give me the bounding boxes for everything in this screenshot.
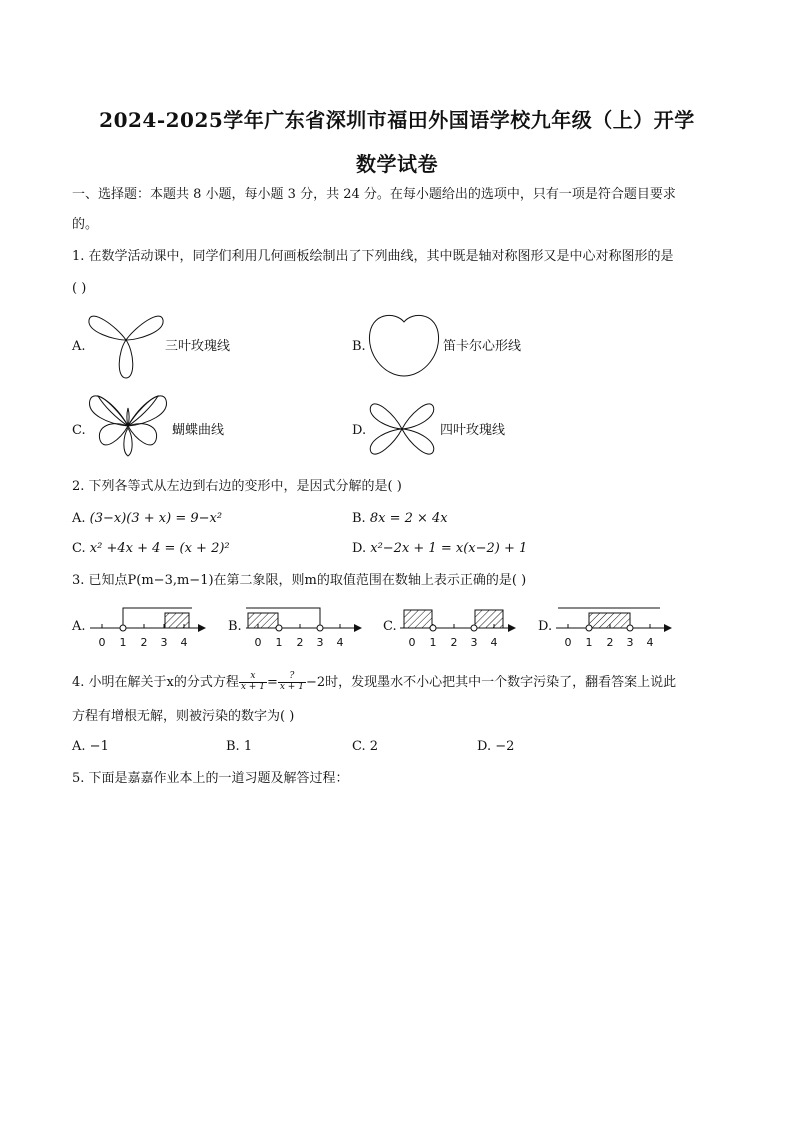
q4-option-c-letter: C. [352,739,366,754]
q2-option-a [72,512,222,525]
q3-option-c-letter: C. [383,619,397,634]
fraction-numerator: ? [278,672,306,683]
q1-option-a-letter: A. [72,339,86,354]
tick-label: 2 [450,636,458,649]
q2-option-c-letter: C. [72,541,86,556]
q4-option-c-value: 2 [369,739,379,754]
q3-option-b-letter: B. [228,619,242,634]
tick-label: 4 [490,636,498,649]
three-leaf-rose-icon [86,306,166,380]
tick-label: 3 [626,636,634,649]
q3-number-line-c [396,604,518,650]
q4-option-a-value: −1 [89,739,109,754]
q5-stem: 5. 下面是嘉嘉作业本上的一道习题及解答过程： [72,771,349,786]
q2-option-b-expr: 8x = 2 × 4x [369,511,448,526]
cardioid-icon [366,310,442,380]
equals-sign: = [266,675,278,690]
q2-option-d [352,542,527,555]
q4-option-c [352,740,378,753]
fraction-numerator: x [239,672,267,683]
exam-title-line2: 数学试卷 [356,152,438,176]
q4-stem-pre: 4. 小明在解关于x的分式方程 [72,675,239,690]
q2-option-c-expr: x² +4x + 4 = (x + 2)² [89,541,230,556]
tick-label: 0 [254,636,262,649]
q4-fraction-right [278,672,306,693]
tick-label: 1 [585,636,593,649]
q3-number-line-b [242,604,364,650]
fraction-denominator: x + 1 [279,682,304,692]
q3-number-line-a [86,604,208,650]
q3-stem: 3. 已知点P(m−3,m−1)在第二象限，则m的取值范围在数轴上表示正确的是( ) [72,573,527,588]
section-heading [72,188,676,201]
q3-option-d-letter: D. [538,619,553,634]
q3-option-a-letter: A. [72,619,86,634]
q4-stem-line2: 方程有增根无解，则被污染的数字为( ) [72,709,295,724]
q4-option-b [226,740,252,753]
q1-option-b-letter: B. [352,339,366,354]
q2-option-a-letter: A. [72,511,86,526]
four-leaf-rose-icon [366,394,438,464]
q1-option-c-caption: 蝴蝶曲线 [172,423,225,438]
tick-label: 4 [180,636,188,649]
tick-label: 0 [98,636,106,649]
q4-stem-post: −2时，发现墨水不小心把其中一个数字污染了，翻看答案上说此 [305,675,677,690]
tick-label: 3 [160,636,168,649]
tick-label: 3 [316,636,324,649]
q1-stem-paren: ( ) [72,281,87,296]
q4-option-d-value: −2 [495,739,515,754]
q2-option-d-letter: D. [352,541,367,556]
q2-option-c [72,542,230,555]
tick-label: 1 [275,636,283,649]
tick-label: 0 [408,636,416,649]
fraction-denominator: x + 1 [240,682,265,692]
tick-label: 2 [606,636,614,649]
tick-label: 2 [140,636,148,649]
q2-stem: 2. 下列各等式从左边到右边的变形中，是因式分解的是( ) [72,479,402,494]
q1-stem: 1. 在数学活动课中，同学们利用几何画板绘制出了下列曲线，其中既是轴对称图形又是中心对称图形的是 [72,249,674,264]
tick-label: 4 [336,636,344,649]
q1-option-a-caption: 三叶玫瑰线 [165,339,231,354]
q4-option-a [72,740,109,753]
q3-number-line-d [552,604,674,650]
q1-option-b-caption: 笛卡尔心形线 [443,339,522,354]
q4-fraction-left [239,672,267,693]
tick-label: 0 [564,636,572,649]
q1-option-d-letter: D. [352,423,367,438]
q4-option-d-letter: D. [477,739,492,754]
tick-label: 4 [646,636,654,649]
q1-option-d-caption: 四叶玫瑰线 [440,423,506,438]
tick-label: 1 [429,636,437,649]
tick-label: 3 [470,636,478,649]
q2-option-a-expr: (3−x)(3 + x) = 9−x² [89,511,223,526]
q2-option-b-letter: B. [352,511,366,526]
q1-option-c-letter: C. [72,423,86,438]
q4-option-b-value: 1 [243,739,253,754]
q4-option-b-letter: B. [226,739,240,754]
section-heading-line2: 的。 [72,217,99,232]
butterfly-curve-icon [86,384,170,460]
q2-option-b [352,512,448,525]
q2-option-d-expr: x²−2x + 1 = x(x−2) + 1 [370,541,528,556]
q4-option-a-letter: A. [72,739,86,754]
tick-label: 1 [119,636,127,649]
section-heading-line1: 一、选择题：本题共 8 小题，每小题 3 分，共 24 分。在每小题给出的选项中，只有一项是符合题目要求 [72,187,676,202]
q4-stem [72,670,676,696]
q4-option-d [477,740,514,753]
exam-title-line1: 2024-2025学年广东省深圳市福田外国语学校九年级（上）开学 [99,108,695,132]
tick-label: 2 [296,636,304,649]
